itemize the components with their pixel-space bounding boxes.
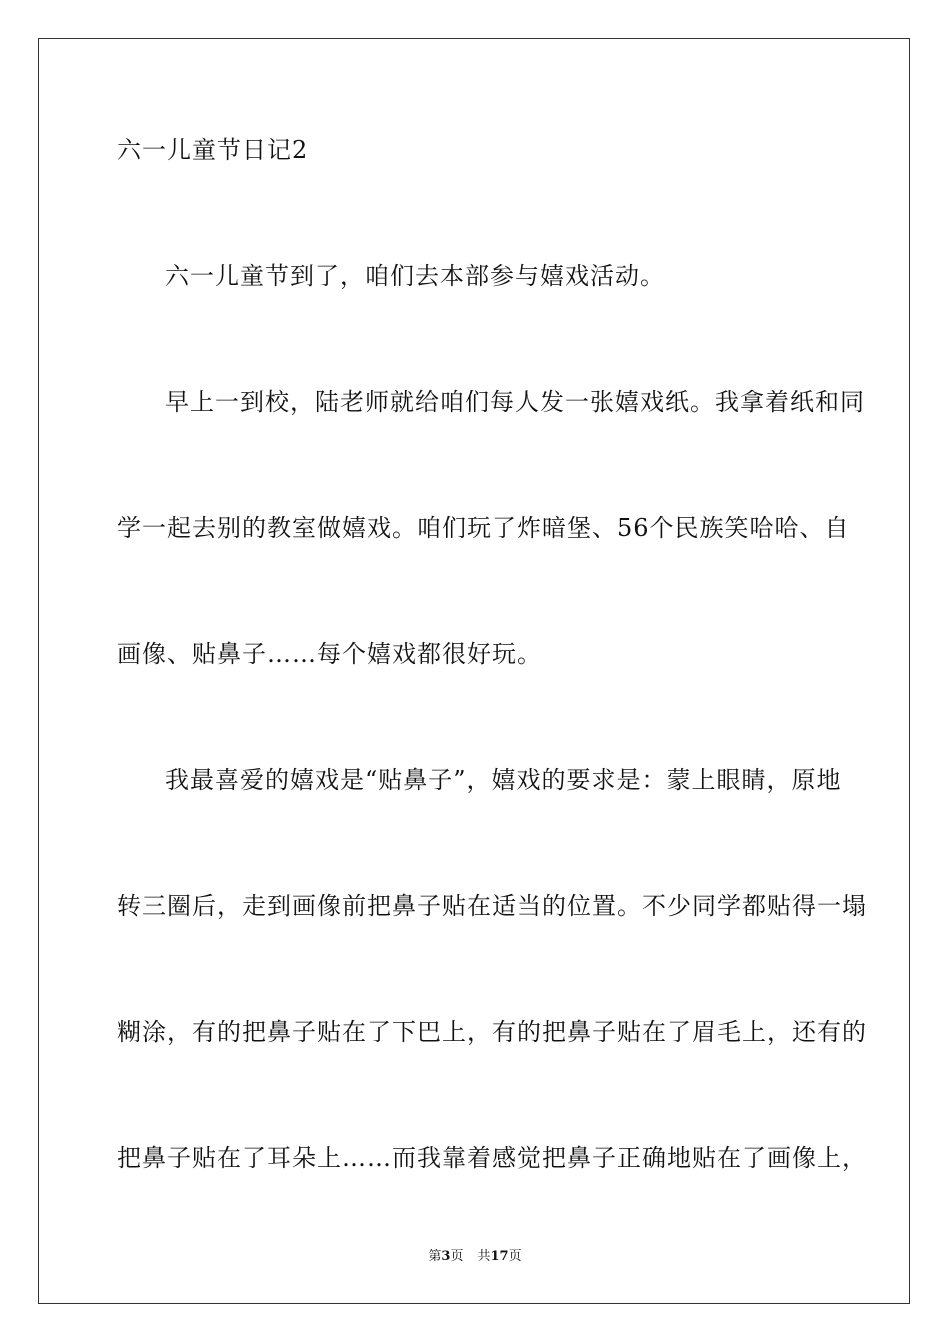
total-prefix: 共 [477,1249,491,1264]
page-border [38,38,910,1304]
paragraph-line-1: 六一儿童节到了，咱们去本部参与嬉戏活动。 [165,262,665,290]
page-prefix: 第 [428,1249,442,1264]
paragraph-line-7: 糊涂，有的把鼻子贴在了下巴上，有的把鼻子贴在了眉毛上，还有的 [117,1018,867,1046]
paragraph-line-4: 画像、贴鼻子……每个嬉戏都很好玩。 [117,640,542,668]
paragraph-line-3: 学一起去别的教室做嬉戏。咱们玩了炸暗堡、56个民族笑哈哈、自 [117,514,850,542]
document-title: 六一儿童节日记2 [117,136,309,164]
page-number: 3 [441,1249,451,1264]
total-suffix: 页 [508,1249,522,1264]
total-pages: 17 [490,1249,509,1264]
page-suffix: 页 [450,1249,464,1264]
paragraph-line-5: 我最喜爱的嬉戏是“贴鼻子”，嬉戏的要求是：蒙上眼睛，原地 [165,766,842,794]
page-footer [0,1249,950,1265]
paragraph-line-8: 把鼻子贴在了耳朵上……而我靠着感觉把鼻子正确地贴在了画像上， [117,1144,867,1172]
paragraph-line-2: 早上一到校，陆老师就给咱们每人发一张嬉戏纸。我拿着纸和同 [165,388,865,416]
paragraph-line-6: 转三圈后，走到画像前把鼻子贴在适当的位置。不少同学都贴得一塌 [117,892,867,920]
